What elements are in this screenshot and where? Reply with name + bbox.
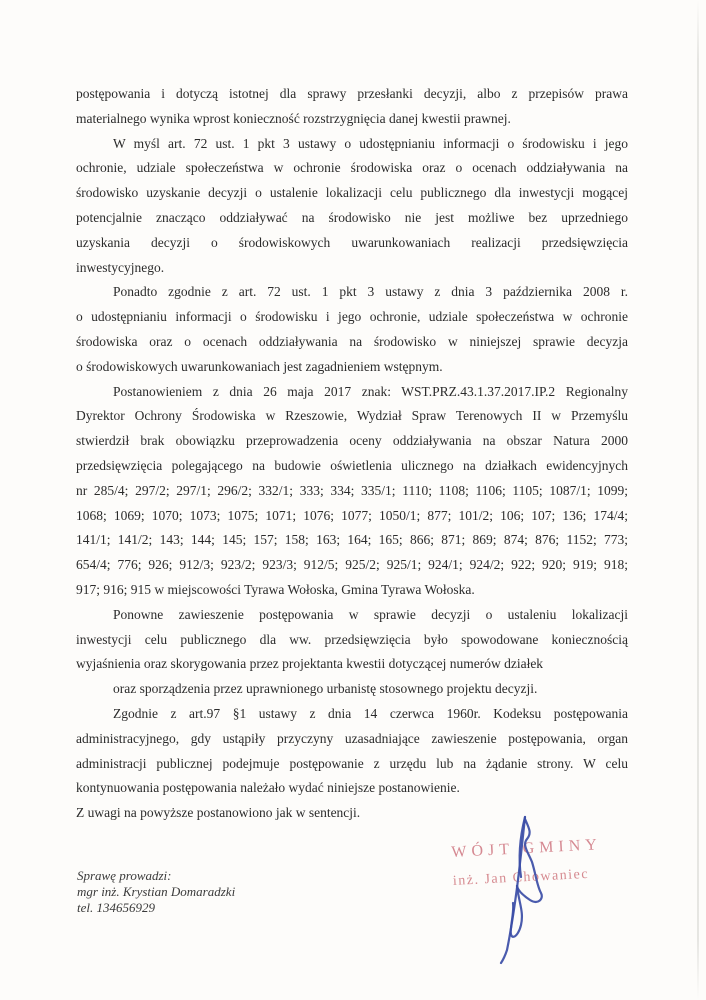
text-line: ochronie, udziale społeczeństwa w ochronie środowiska oraz o ocenach oddziaływania na [76, 160, 628, 176]
text-line: wyjaśnienia oraz skorygowania przez projektanta kwestii dotyczącej numerów działek [76, 656, 544, 672]
text-line: Ponadto zgodnie z art. 72 ust. 1 pkt 3 ustawy z dnia 3 października 2008 r. [113, 284, 628, 300]
official-stamp [451, 836, 613, 890]
stamp-signer-name: inż. Jan Chowaniec [452, 866, 590, 889]
text-line: Dyrektor Ochrony Środowiska w Rzeszowie, Wydział Spraw Terenowych II w Przemyślu [76, 408, 628, 424]
text-line: 917; 916; 915 w miejscowości Tyrawa Wołoska, Gmina Tyrawa Wołoska. [76, 581, 475, 597]
case-handler-block [77, 868, 235, 915]
case-handler-phone: tel. 134656929 [77, 899, 155, 915]
scanned-page-edge [697, 0, 699, 1000]
case-handler-name: mgr inż. Krystian Domaradzki [77, 883, 236, 899]
text-line: Z uwagi na powyższe postanowiono jak w sentencji. [76, 805, 361, 821]
text-line: inwestycji celu publicznego dla ww. przedsięwzięcia było spowodowane koniecznością [76, 631, 628, 647]
text-line: administracyjnego, gdy ustąpiły przyczyny uzasadniające zawieszenie postępowania, organ [76, 730, 628, 746]
text-line: 1068; 1069; 1070; 1073; 1075; 1071; 1076; 1077; 1050/1; 877; 101/2; 106; 107; 136; 174/4; [76, 507, 628, 523]
document-body [76, 82, 628, 826]
text-line: administracji publicznej podejmuje postępowanie z urzędu lub na żądanie strony. W celu [76, 755, 628, 771]
text-line: oraz sporządzenia przez uprawnionego urbanistę stosownego projektu decyzji. [113, 681, 538, 697]
text-line: postępowania i dotyczą istotnej dla sprawy przesłanki decyzji, albo z przepisów prawa [76, 86, 628, 101]
case-handler-label: Sprawę prowadzi: [77, 868, 172, 883]
text-line: stwierdził brak obowiązku przeprowadzenia oceny oddziaływania na obszar Natura 2000 [76, 433, 628, 449]
text-line: kontynuowania postępowania należało wydać niniejsze postanowienie. [76, 780, 460, 796]
text-line: 141/1; 141/2; 143; 144; 145; 157; 158; 163; 164; 165; 866; 871; 869; 874; 876; 1152; 773; [76, 532, 628, 548]
text-line: środowiska oraz o ocenach oddziaływania na środowisko w niniejszej sprawie decyzja [76, 333, 628, 349]
text-line: przedsięwzięcia polegającego na budowie oświetlenia ulicznego na działkach ewidencyjnych [76, 457, 628, 473]
text-line: o środowiskowych uwarunkowaniach jest zagadnieniem wstępnym. [76, 358, 443, 374]
text-line: Postanowieniem z dnia 26 maja 2017 znak: WST.PRZ.43.1.37.2017.IP.2 Regionalny [113, 383, 628, 399]
text-line: 654/4; 776; 926; 912/3; 923/2; 923/3; 912/5; 925/2; 925/1; 924/1; 924/2; 922; 920; 919; 918; [76, 557, 628, 573]
text-line: inwestycyjnego. [76, 259, 165, 275]
text-line: W myśl art. 72 ust. 1 pkt 3 ustawy o udostępnianiu informacji o środowisku i jego [113, 135, 628, 151]
text-line: środowisko uzyskanie decyzji o ustalenie lokalizacji celu publicznego dla inwestycji mogącej [76, 185, 628, 201]
text-line: nr 285/4; 297/2; 297/1; 296/2; 332/1; 333; 334; 335/1; 1110; 1108; 1106; 1105; 1087/1; 1099; [76, 482, 628, 498]
text-line: potencjalnie znacząco oddziaływać na środowisko nie jest możliwe bez uprzedniego [76, 209, 628, 225]
text-line: o udostępnianiu informacji o środowisku i jego ochronie, udziale społeczeństwa w ochronie [76, 309, 628, 325]
text-line: Ponowne zawieszenie postępowania w sprawie decyzji o ustaleniu lokalizacji [113, 606, 628, 622]
text-line: uzyskania decyzji o środowiskowych uwarunkowaniach realizacji przedsięwzięcia [76, 234, 628, 250]
text-line: materialnego wynika wprost konieczność rozstrzygnięcia danej kwestii prawnej. [76, 110, 511, 126]
text-line: Zgodnie z art.97 §1 ustawy z dnia 14 czerwca 1960r. Kodeksu postępowania [113, 705, 628, 721]
stamp-title: WÓJT GMINY [451, 836, 603, 861]
